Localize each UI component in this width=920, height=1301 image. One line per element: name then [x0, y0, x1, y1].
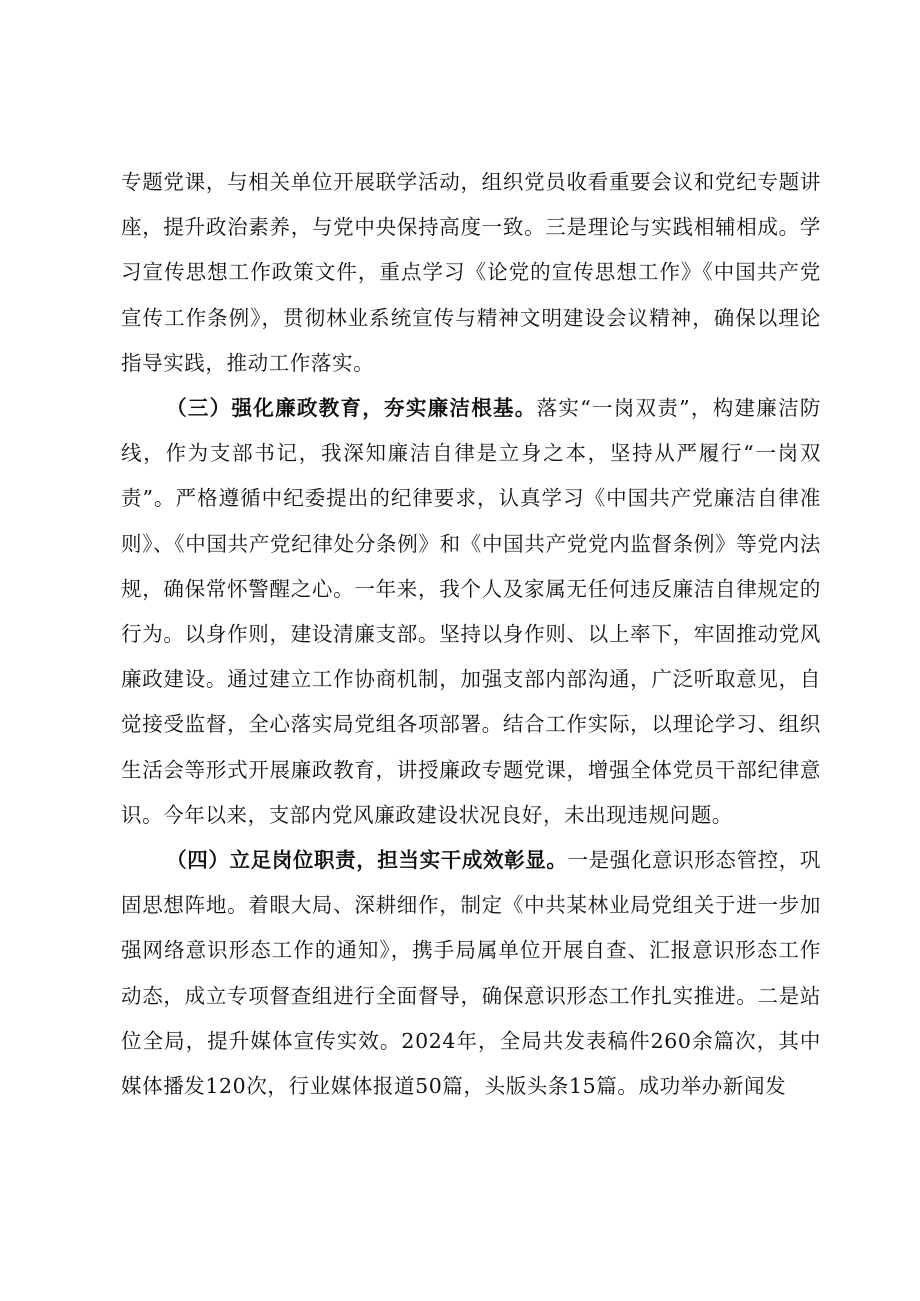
paragraph-1-text: 专题党课，与相关单位开展联学活动，组织党员收看重要会议和党纪专题讲座，提升政治素养，与党中央保持高度一致。三是理论与实践相辅相成。学习宣传思想工作政策文件，重点学习《论党的宣传思想工作》《中国共产党宣传工作条例》，贯彻林业系统宣传与精神文明建设会议精神，确保以理论指导实践，推动工作落实。: [121, 170, 821, 375]
paragraph-2-text: 落实“一岗双责”，构建廉洁防线，作为支部书记，我深知廉洁自律是立身之本，坚持从严履行“一岗双责”。严格遵循中纪委提出的纪律要求，认真学习《中国共产党廉洁自律准则》、《中国共产党纪律处分条例》和《中国共产党党内监督条例》等党内法规，确保常怀警醒之心。一年来，我个人及家属无任何违反廉洁自律规定的行为。以身作则，建设清廉支部。坚持以身作则、以上率下，牢固推动党风廉政建设。通过建立工作协商机制，加强支部内部沟通，广泛听取意见，自觉接受监督，全心落实局党组各项部署。结合工作实际，以理论学习、组织生活会等形式开展廉政教育，讲授廉政专题党课，增强全体党员干部纪律意识。今年以来，支部内党风廉政建设状况良好，未出现违规问题。: [121, 396, 821, 827]
paragraph-3-text: 一是强化意识形态管控，巩固思想阵地。着眼大局、深耕细作，制定《中共某林业局党组关于进一步加强网络意识形态工作的通知》，携手局属单位开展自查、汇报意识形态工作动态，成立专项督查组进行全面督导，确保意识形态工作扎实推进。二是站位全局，提升媒体宣传实效。2024年，全局共发表稿件260余篇次，其中媒体播发120次，行业媒体报道50篇，头版头条15篇。成功举办新闻发: [121, 848, 821, 1099]
paragraph-2: [121, 386, 821, 838]
document-body: [121, 160, 821, 1109]
section-4-heading: （四）立足岗位职责，担当实干成效彰显。: [166, 848, 568, 873]
paragraph-3: [121, 838, 821, 1109]
section-3-heading: （三）强化廉政教育，夯实廉洁根基。: [166, 396, 537, 421]
paragraph-1: [121, 160, 821, 386]
